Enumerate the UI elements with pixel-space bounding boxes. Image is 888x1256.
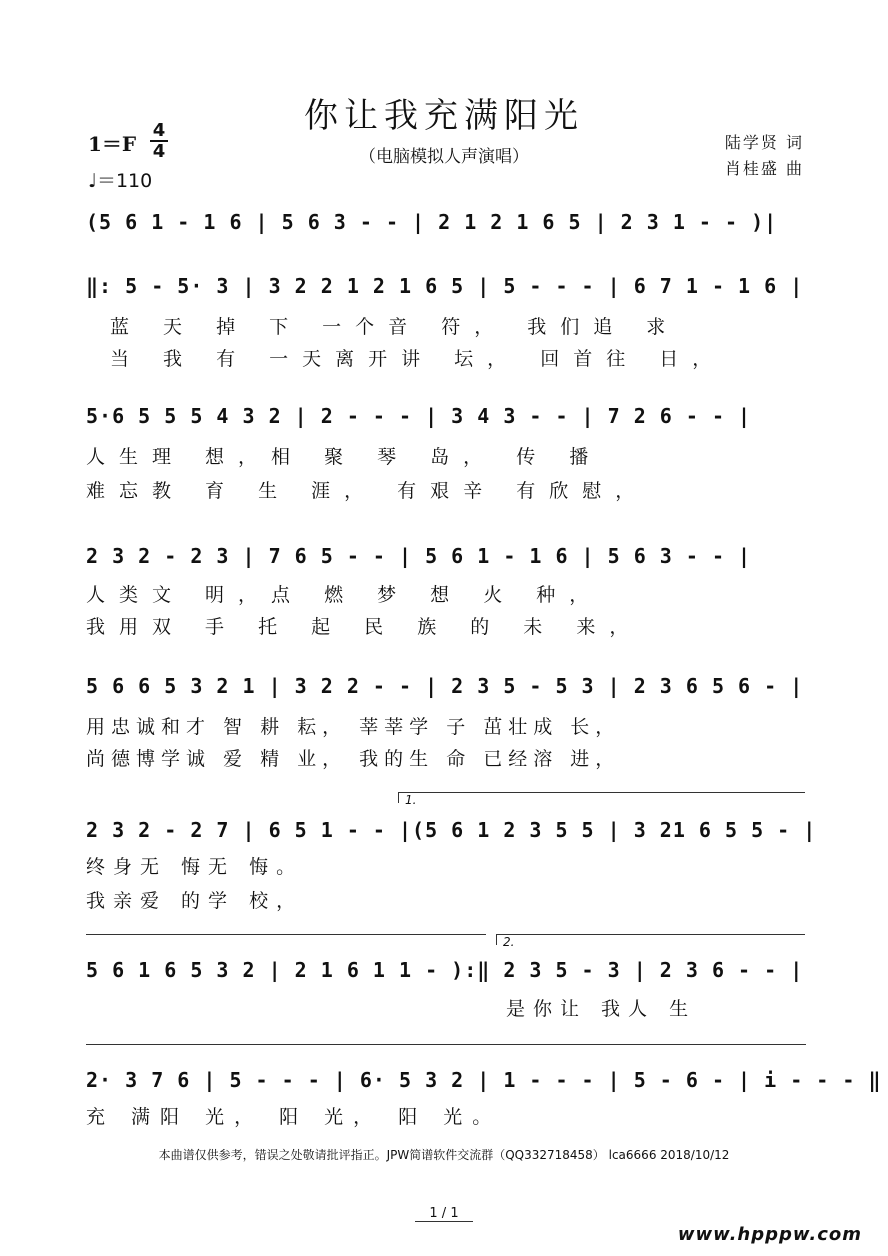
subtitle: （电脑模拟人声演唱） — [359, 147, 529, 167]
lyric-line: 我亲爱 的学 校， — [86, 890, 304, 912]
footer-note: 本曲谱仅供参考，错误之处敬请批评指正。JPW简谱软件交流群（QQ332718458） lca6666 2018/10/12 — [158, 1148, 730, 1162]
page-title: 你让我充满阳光 — [304, 96, 584, 136]
lyric-line: 用忠诚和才 智 耕 耘， 莘莘学 子 茁壮成 长， — [86, 716, 621, 738]
lyric-line: 人生理 想，相 聚 琴 岛， 传 播 — [86, 446, 603, 468]
score-system-2: ‖: 5 - 5· 3 | 3 2 2 1 2 1 6 5 | 5 - - - | 6 7 1 - 1 6 | — [86, 274, 804, 298]
lyricist: 陆学贤 词 — [724, 133, 804, 152]
continuation-line — [86, 1044, 806, 1045]
lyric-line: 蓝 天 掉 下 一个音 符， 我们追 求 — [110, 316, 680, 338]
composer: 肖桂盛 曲 — [724, 159, 804, 178]
lyric-line: 我用双 手 托 起 民 族 的 未 来， — [86, 616, 643, 638]
score-system-6: 2 3 2 - 2 7 | 6 5 1 - - |(5 6 1 2 3 5 5 | 3 21 6 5 5 - | — [86, 818, 817, 842]
volta-1-bracket: 1. — [398, 792, 805, 803]
score-system-3: 5·6 5 5 5 4 3 2 | 2 - - - | 3 4 3 - - | 7 2 6 - - | — [86, 404, 752, 428]
credits — [725, 130, 804, 182]
score-system-8: 2· 3 7 6 | 5 - - - | 6· 5 3 2 | 1 - - - | 5 - 6 - | i - - - ‖ — [86, 1068, 882, 1092]
continuation-line — [86, 934, 486, 935]
lyric-line: 当 我 有 一天离开讲 坛， 回首往 日， — [110, 348, 726, 370]
lyric-line: 终身无 悔无 悔。 — [86, 856, 304, 878]
lyric-line: 尚德博学诚 爱 精 业， 我的生 命 已经溶 进， — [86, 748, 621, 770]
lyric-line: 人类文 明，点 燃 梦 想 火 种， — [86, 584, 603, 606]
lyric-line: 是你让 我人 生 — [506, 998, 697, 1020]
key-signature: 1＝F — [88, 132, 137, 156]
score-system-4: 2 3 2 - 2 3 | 7 6 5 - - | 5 6 1 - 1 6 | 5 6 3 - - | — [86, 544, 752, 568]
lyric-line: 难忘教 育 生 涯， 有艰辛 有欣慰， — [86, 480, 649, 502]
score-system-1: (5 6 1 - 1 6 | 5 6 3 - - | 2 1 2 1 6 5 | 2 3 1 - - )| — [86, 210, 778, 234]
time-signature: 4 4 — [150, 122, 168, 160]
lyric-line: 充 满阳 光， 阳 光， 阳 光。 — [86, 1106, 502, 1128]
score-system-5: 5 6 6 5 3 2 1 | 3 2 2 - - | 2 3 5 - 5 3 | 2 3 6 5 6 - | — [86, 674, 804, 698]
page-number: 1 / 1 — [0, 1206, 888, 1221]
score-system-7: 5 6 1 6 5 3 2 | 2 1 6 1 1 - ):‖ 2 3 5 - 3 | 2 3 6 - - | — [86, 958, 804, 982]
tempo-marking: ♩＝110 — [88, 170, 153, 192]
volta-2-bracket: 2. — [496, 934, 805, 945]
watermark: www.hpppw.com — [677, 1224, 862, 1245]
